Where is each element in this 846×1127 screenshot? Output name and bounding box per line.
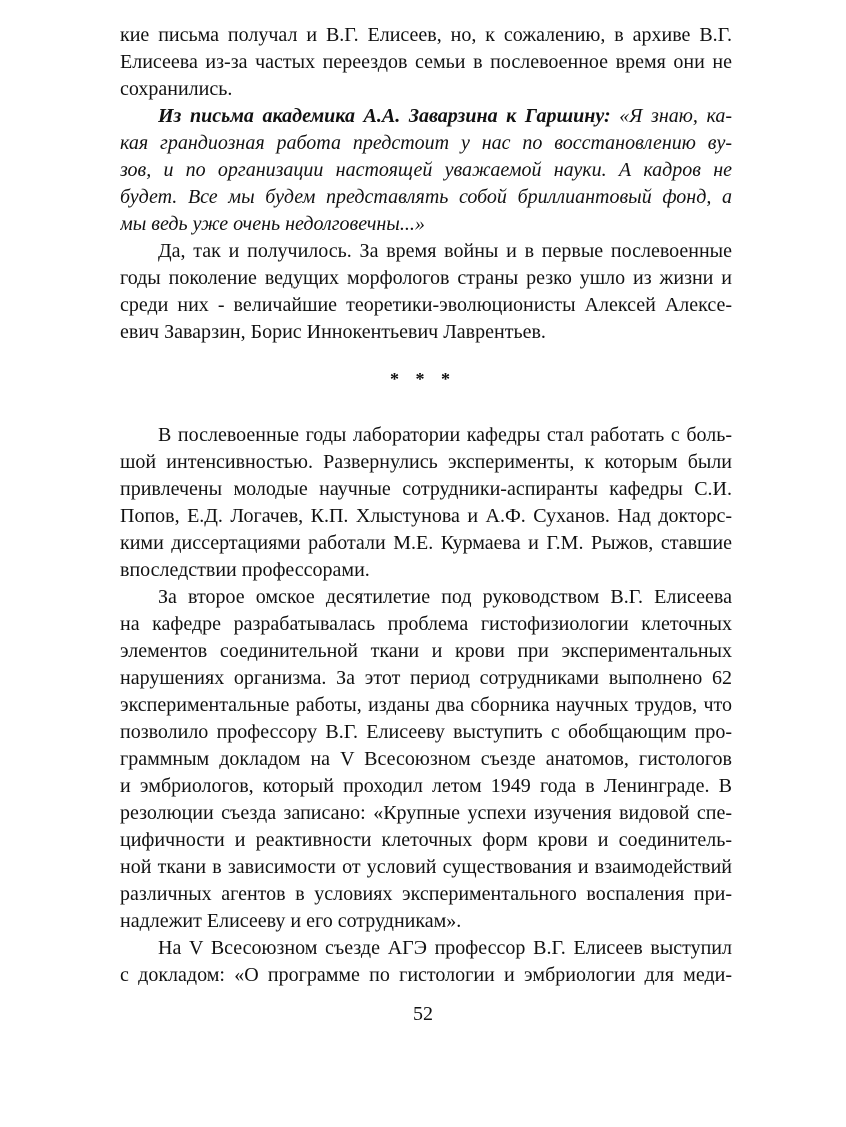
text-line: кие письма получал и В.Г. Елисеев, но, к сожалению, в архиве В.Г. [120, 24, 732, 46]
text-line: цифичности и реактивности клеточных форм крови и соединитель- [120, 829, 732, 851]
text-line: элементов соединительной ткани и крови при экспериментальных [120, 640, 732, 662]
text-line: экспериментальные работы, изданы два сборника научных трудов, что [120, 694, 732, 716]
text-line: на кафедре разрабатывалась проблема гистофизиологии клеточных [120, 613, 732, 635]
text-line: Елисеева из-за частых переездов семьи в послевоенное время они не [120, 51, 732, 73]
text-line: Попов, Е.Д. Логачев, К.П. Хлыстунова и А.Ф. Суханов. Над докторс- [120, 505, 732, 527]
text-line: среди них - величайшие теоретики-эволюционисты Алексей Алексе- [120, 294, 732, 316]
text-line: В послевоенные годы лаборатории кафедры стал работать с боль- [158, 424, 732, 446]
text-line: привлечены молодые научные сотрудники-аспиранты кафедры С.И. [120, 478, 732, 500]
text-line: и эмбриологов, который проходил летом 1949 года в Ленинграде. В [120, 775, 732, 797]
text-line: граммным докладом на V Всесоюзном съезде анатомов, гистологов [120, 748, 732, 770]
text-line: впоследствии профессорами. [120, 559, 370, 581]
text-line: На V Всесоюзном съезде АГЭ профессор В.Г. Елисеев выступил [158, 937, 732, 959]
text-line: сохранились. [120, 78, 233, 100]
text-line: евич Заварзин, Борис Иннокентьевич Лаврентьев. [120, 321, 546, 343]
text-line: За второе омское десятилетие под руководством В.Г. Елисеева [158, 586, 732, 608]
text-line: годы поколение ведущих морфологов страны резко ушло из жизни и [120, 267, 732, 289]
text-line: с докладом: «О программе по гистологии и эмбриологии для меди- [120, 964, 732, 986]
text-line: нарушениях организма. За этот период сотрудниками выполнено 62 [120, 667, 732, 689]
page-number: 52 [413, 1003, 433, 1025]
text-line: шой интенсивностью. Развернулись эксперименты, к которым были [120, 451, 732, 473]
text-line: кими диссертациями работали М.Е. Курмаева и Г.М. Рыжов, ставшие [120, 532, 732, 554]
quote-line: кая грандиозная работа предстоит у нас по восстановлению ву- [120, 132, 732, 154]
quote-first-line [158, 103, 732, 129]
text-line: надлежит Елисееву и его сотрудникам». [120, 910, 462, 932]
text-line: ной ткани в зависимости от условий существования и взаимодействий [120, 856, 732, 878]
quote-heading: Из письма академика А.А. Заварзина к Гаршину: [158, 105, 611, 127]
text-line: различных агентов в условиях экспериментального воспаления при- [120, 883, 732, 905]
text-line: резолюции съезда записано: «Крупные успехи изучения видовой спе- [120, 802, 732, 824]
quote-line: мы ведь уже очень недолговечны...» [120, 213, 425, 235]
quote-line: зов, и по организации настоящей уважаемой науки. А кадров не [120, 159, 732, 181]
text-line: позволило профессору В.Г. Елисееву выступить с обобщающим про- [120, 721, 732, 743]
quote-text: «Я знаю, ка- [619, 105, 732, 127]
quote-line: будет. Все мы будем представлять собой бриллиантовый фонд, а [120, 186, 732, 208]
text-line: Да, так и получилось. За время войны и в первые послевоенные [158, 240, 732, 262]
section-separator: * * * [390, 369, 456, 389]
